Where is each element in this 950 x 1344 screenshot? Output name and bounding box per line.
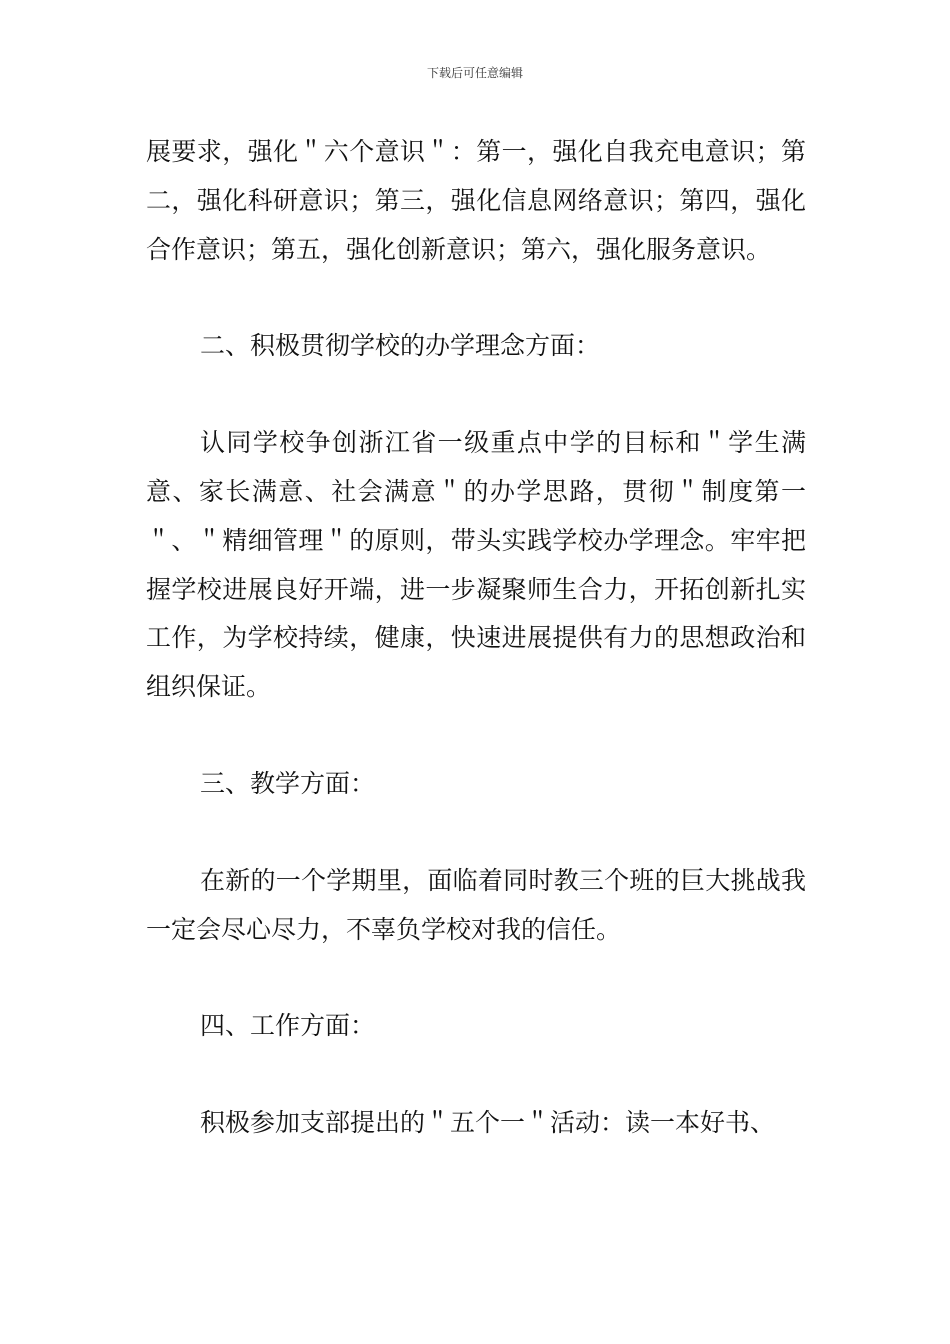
section-heading-philosophy: 二、积极贯彻学校的办学理念方面： — [200, 331, 601, 361]
paragraph-gap — [146, 954, 806, 1002]
paragraph-gap — [146, 371, 806, 419]
paragraph-teaching: 在新的一个学期里，面临着同时教三个班的巨大挑战我一定会尽心尽力，不辜负学校对我的信任。 — [146, 865, 806, 944]
paragraph-gap — [146, 1051, 806, 1099]
page-header: 下载后可任意编辑 — [426, 66, 523, 80]
paragraph-work: 积极参加支部提出的＂五个一＂活动：读一本好书、 — [200, 1108, 776, 1138]
paragraph-gap — [146, 712, 806, 760]
paragraph-gap — [146, 809, 806, 857]
paragraph-gap — [146, 274, 806, 322]
paragraph-requirements: 展要求，强化＂六个意识＂：第一，强化自我充电意识；第二，强化科研意识；第三，强化信息网络意识；第四，强化合作意识；第五，强化创新意识；第六，强化服务意识。 — [146, 137, 806, 264]
section-heading-teaching: 三、教学方面： — [200, 768, 376, 798]
section-heading-work: 四、工作方面： — [200, 1011, 376, 1041]
paragraph-philosophy: 认同学校争创浙江省一级重点中学的目标和＂学生满意、家长满意、社会满意＂的办学思路，贯彻＂制度第一＂、＂精细管理＂的原则，带头实践学校办学理念。牢牢把握学校进展良好开端，进一步凝聚师生合力，开拓创新扎实工作，为学校持续，健康，快速进展提供有力的思想政治和组织保证。 — [146, 428, 806, 702]
document-body — [146, 128, 806, 1148]
